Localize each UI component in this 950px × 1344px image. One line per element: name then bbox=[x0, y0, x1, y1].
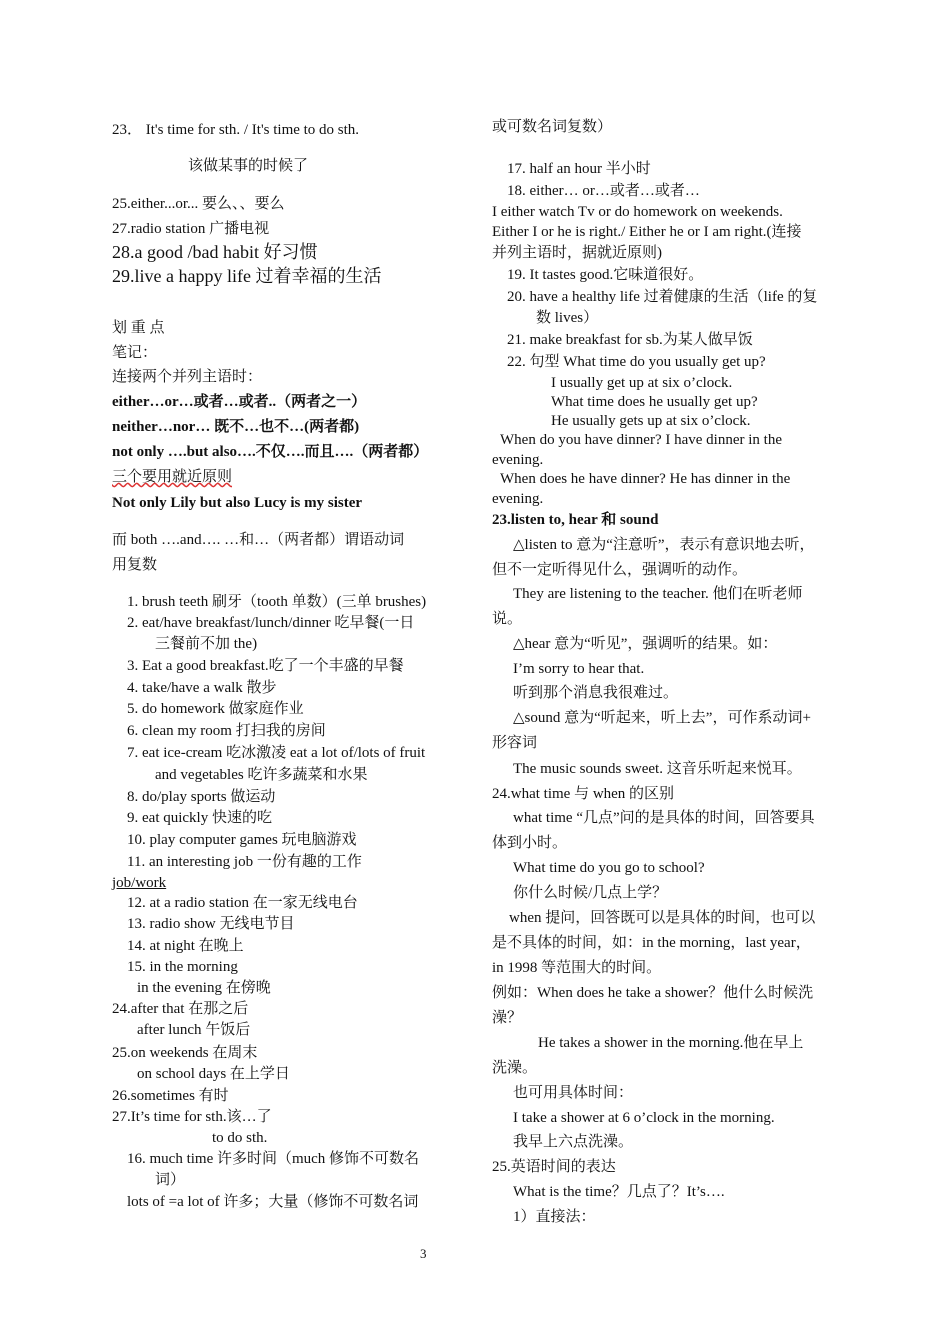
right-text-line: 洗澡。 bbox=[492, 1060, 538, 1076]
left-text-line: 10. play computer games 玩电脑游戏 bbox=[127, 832, 357, 848]
left-text-line: not only ….but also….不仅….而且….（两者都） bbox=[112, 444, 429, 460]
left-text-line: 8. do/play sports 做运动 bbox=[127, 789, 276, 805]
right-text-line: When does he have dinner? He has dinner in the bbox=[500, 471, 791, 487]
left-text-line: 9. eat quickly 快速的吃 bbox=[127, 810, 272, 826]
right-text-line: I’m sorry to hear that. bbox=[513, 661, 645, 677]
right-text-line: 并列主语时，据就近原则) bbox=[492, 245, 662, 261]
left-text-line: 而 both ….and…. …和…（两者都）谓语动词 bbox=[112, 532, 405, 548]
right-text-line: 数 lives） bbox=[536, 310, 599, 326]
left-text-line: 25.either...or... 要么、、要么 bbox=[112, 196, 285, 212]
left-text-line: 25.on weekends 在周末 bbox=[112, 1045, 258, 1061]
left-text-line: 12. at a radio station 在一家无线电台 bbox=[127, 895, 358, 911]
right-text-line: What is the time？几点了？It’s…. bbox=[513, 1184, 725, 1200]
left-text-line: 29.live a happy life 过着幸福的生活 bbox=[112, 266, 382, 286]
right-text-line: He usually gets up at six o’clock. bbox=[551, 413, 751, 429]
right-text-line: 23.listen to, hear 和 sound bbox=[492, 512, 659, 528]
right-text-line: 或可数名词复数） bbox=[492, 119, 613, 135]
right-text-line: 我早上六点洗澡。 bbox=[513, 1134, 634, 1150]
right-text-line: 19. It tastes good.它味道很好。 bbox=[507, 267, 704, 283]
left-text-line: 11. an interesting job 一份有趣的工作 bbox=[127, 854, 362, 870]
right-text-line: 形容词 bbox=[492, 735, 538, 751]
right-text-line: 25.英语时间的表达 bbox=[492, 1159, 616, 1175]
left-text-line: 1. brush teeth 刷牙（tooth 单数）(三单 brushes) bbox=[127, 594, 427, 610]
right-text-line: 体到小时。 bbox=[492, 835, 568, 851]
right-text-line: in 1998 等范围大的时间。 bbox=[492, 960, 662, 976]
left-text-line: and vegetables 吃许多蔬菜和水果 bbox=[155, 767, 368, 783]
left-text-line: 27.It’s time for sth.该…了 bbox=[112, 1109, 272, 1125]
page-number: 3 bbox=[420, 1246, 427, 1261]
left-text-line: 3. Eat a good breakfast.吃了一个丰盛的早餐 bbox=[127, 658, 404, 674]
right-text-line: They are listening to the teacher. 他们在听老师 bbox=[513, 586, 803, 602]
right-text-line: What time does he usually get up? bbox=[551, 394, 758, 410]
left-text-line: neither…nor… 既不…也不…(两者都) bbox=[112, 419, 360, 435]
right-text-line: 例如：When does he take a shower？他什么时候洗 bbox=[492, 985, 814, 1001]
right-text-line: 是不具体的时间，如：in the morning，last year， bbox=[492, 935, 811, 951]
left-text-line: 16. much time 许多时间（much 修饰不可数名 bbox=[127, 1151, 420, 1167]
right-text-line: 听到那个消息我很难过。 bbox=[513, 685, 679, 701]
right-text-line: 21. make breakfast for sb.为某人做早饭 bbox=[507, 332, 753, 348]
right-text-line: The music sounds sweet. 这音乐听起来悦耳。 bbox=[513, 761, 802, 777]
right-text-line: when 提问，回答既可以是具体的时间，也可以 bbox=[509, 910, 816, 926]
left-text-line: lots of =a lot of 许多；大量（修饰不可数名词 bbox=[127, 1194, 419, 1210]
right-text-line: When do you have dinner? I have dinner in the bbox=[500, 432, 782, 448]
left-text-line: 三个要用就近原则 bbox=[112, 469, 233, 485]
left-text-line: 26.sometimes 有时 bbox=[112, 1088, 229, 1104]
right-text-line: 也可用具体时间： bbox=[513, 1085, 634, 1101]
right-text-line: what time “几点”问的是具体的时间，回答要具 bbox=[513, 810, 815, 826]
left-text-line: 6. clean my room 打扫我的房间 bbox=[127, 723, 326, 739]
right-text-line: 你什么时候/几点上学？ bbox=[513, 885, 668, 901]
right-text-line: △listen to 意为“注意听”，表示有意识地去听， bbox=[513, 537, 815, 553]
left-text-line: 笔记： bbox=[112, 345, 158, 361]
right-text-line: 1）直接法： bbox=[513, 1209, 596, 1225]
left-text-line: 词） bbox=[155, 1172, 186, 1188]
right-text-line: 24.what time 与 when 的区别 bbox=[492, 786, 675, 802]
right-text-line: evening. bbox=[492, 491, 544, 507]
left-text-line: 7. eat ice-cream 吃冰激凌 eat a lot of/lots of fruit bbox=[127, 745, 426, 761]
left-text-line: 连接两个并列主语时： bbox=[112, 369, 263, 385]
right-text-line: 18. either… or…或者…或者… bbox=[507, 183, 700, 199]
left-text-line: 2. eat/have breakfast/lunch/dinner 吃早餐(一日 bbox=[127, 615, 415, 631]
left-text-line: 24.after that 在那之后 bbox=[112, 1001, 249, 1017]
left-text-line: after lunch 午饭后 bbox=[137, 1022, 251, 1038]
right-text-line: I either watch Tv or do homework on weekends. bbox=[492, 204, 783, 220]
left-text-line: in the evening 在傍晚 bbox=[137, 980, 271, 996]
left-text-line: 27.radio station 广播电视 bbox=[112, 221, 270, 237]
left-text-line: 4. take/have a walk 散步 bbox=[127, 680, 277, 696]
left-text-line: 三餐前不加 the) bbox=[155, 636, 258, 652]
left-text-line: 13. radio show 无线电节目 bbox=[127, 916, 295, 932]
right-text-line: I take a shower at 6 o’clock in the morning. bbox=[513, 1110, 775, 1126]
right-text-line: 澡？ bbox=[492, 1010, 523, 1026]
left-text-line: 5. do homework 做家庭作业 bbox=[127, 701, 304, 717]
right-text-line: 17. half an hour 半小时 bbox=[507, 161, 651, 177]
left-text-line: either…or…或者…或者..（两者之一） bbox=[112, 394, 367, 410]
left-text-line: 划 重 点 bbox=[112, 320, 165, 336]
left-text-line: 28.a good /bad habit 好习惯 bbox=[112, 242, 318, 262]
left-text-line: 15. in the morning bbox=[127, 959, 238, 975]
right-text-line: Either I or he is right./ Either he or I am right.(连接 bbox=[492, 224, 802, 240]
right-text-line: △hear 意为“听见”，强调听的结果。如： bbox=[513, 636, 778, 652]
right-text-line: △sound 意为“听起来，听上去”，可作系动词+ bbox=[513, 710, 811, 726]
left-text-line: on school days 在上学日 bbox=[137, 1066, 290, 1082]
right-text-line: 20. have a healthy life 过着健康的生活（life 的复 bbox=[507, 289, 818, 305]
right-text-line: 说。 bbox=[492, 611, 523, 627]
left-text-line: 14. at night 在晚上 bbox=[127, 938, 244, 954]
right-text-line: 22. 句型 What time do you usually get up? bbox=[507, 354, 766, 370]
left-text-line: Not only Lily but also Lucy is my sister bbox=[112, 495, 363, 511]
right-text-line: 但不一定听得见什么，强调听的动作。 bbox=[492, 562, 748, 578]
left-text-line: 该做某事的时候了 bbox=[188, 158, 309, 174]
right-text-line: He takes a shower in the morning.他在早上 bbox=[538, 1035, 804, 1051]
right-text-line: I usually get up at six o’clock. bbox=[551, 375, 733, 391]
left-text-line: 23． It's time for sth. / It's time to do sth. bbox=[112, 122, 360, 138]
right-text-line: What time do you go to school? bbox=[513, 860, 705, 876]
right-text-line: evening. bbox=[492, 452, 544, 468]
left-text-line: to do sth. bbox=[212, 1130, 268, 1146]
left-text-line: job/work bbox=[112, 875, 167, 891]
left-text-line: 用复数 bbox=[112, 557, 158, 573]
